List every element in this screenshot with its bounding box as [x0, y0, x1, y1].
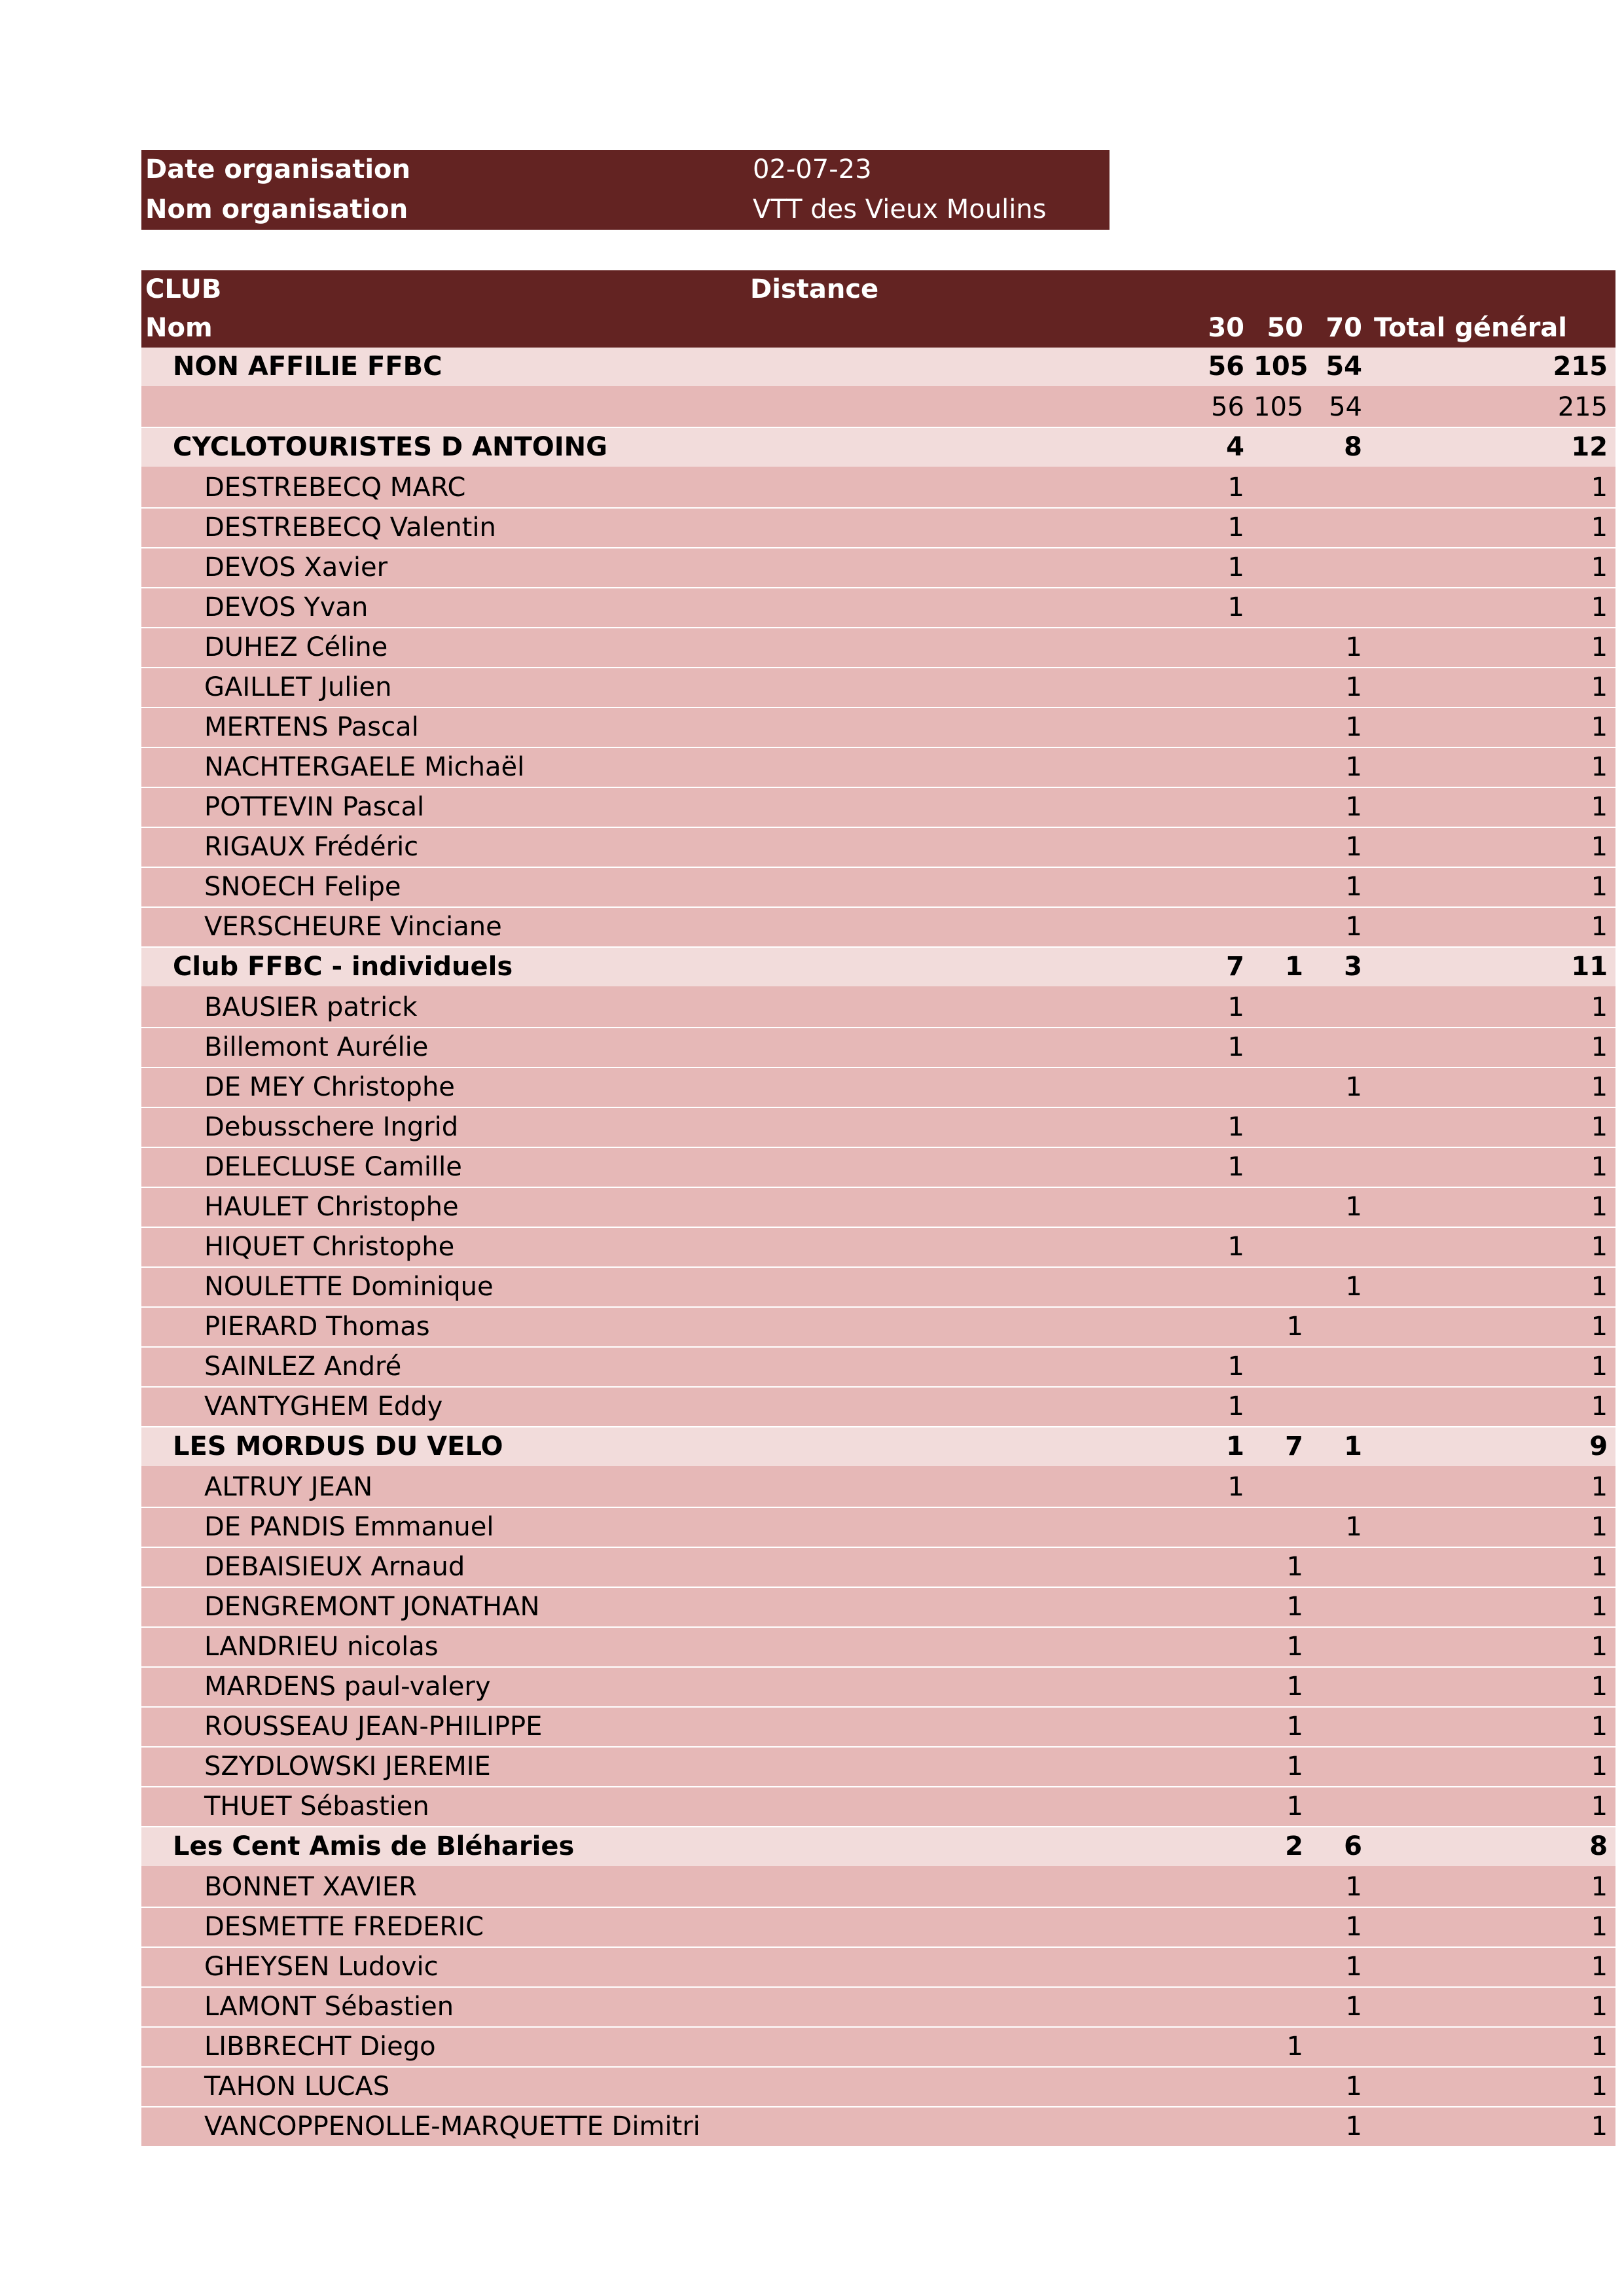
count-70	[1312, 1787, 1371, 1827]
count-50	[1254, 1107, 1312, 1147]
count-70: 1	[1312, 1947, 1371, 1987]
header-club: CLUB	[141, 270, 746, 309]
count-70: 1	[1312, 747, 1371, 787]
count-total: 1	[1371, 1907, 1615, 1947]
header-row-club	[141, 270, 1615, 309]
count-50: 1	[1254, 1787, 1312, 1827]
count-70: 1	[1312, 1987, 1371, 2027]
member-name: NOULETTE Dominique	[141, 1267, 943, 1307]
count-70	[1312, 1227, 1371, 1267]
header-distance-70: 70	[1312, 309, 1371, 348]
member-name: SZYDLOWSKI JEREMIE	[141, 1747, 943, 1787]
count-30: 1	[943, 1467, 1254, 1508]
count-50	[1254, 548, 1312, 588]
date-label: Date organisation	[141, 150, 749, 190]
count-30	[943, 1627, 1254, 1667]
member-row	[141, 508, 1615, 548]
count-50	[1254, 1907, 1312, 1947]
member-row	[141, 1067, 1615, 1107]
count-total: 1	[1371, 1627, 1615, 1667]
count-50: 1	[1254, 1547, 1312, 1587]
count-total: 1	[1371, 907, 1615, 947]
count-50: 1	[1254, 1667, 1312, 1707]
member-name: BAUSIER patrick	[141, 988, 943, 1028]
count-total: 9	[1371, 1427, 1615, 1467]
member-row	[141, 988, 1615, 1028]
member-name: DESTREBECQ MARC	[141, 468, 943, 509]
member-row	[141, 588, 1615, 628]
header-distance: Distance	[746, 270, 1615, 309]
count-30: 1	[943, 548, 1254, 588]
member-name: DEVOS Xavier	[141, 548, 943, 588]
count-50: 1	[1254, 1307, 1312, 1347]
member-name: Billemont Aurélie	[141, 1028, 943, 1067]
count-50: 2	[1254, 1827, 1312, 1867]
count-50	[1254, 787, 1312, 827]
member-row	[141, 1187, 1615, 1227]
club-name: CYCLOTOURISTES D ANTOING	[141, 427, 943, 468]
member-row	[141, 708, 1615, 747]
count-70: 1	[1312, 1267, 1371, 1307]
count-70	[1312, 1627, 1371, 1667]
member-row	[141, 548, 1615, 588]
count-30	[943, 2027, 1254, 2067]
count-50	[1254, 1867, 1312, 1908]
count-total: 1	[1371, 628, 1615, 668]
participants-pivot-table	[141, 270, 1615, 2147]
count-70: 1	[1312, 2067, 1371, 2107]
member-row	[141, 1747, 1615, 1787]
count-total: 1	[1371, 1067, 1615, 1107]
count-30	[943, 1187, 1254, 1227]
count-70	[1312, 508, 1371, 548]
member-row	[141, 867, 1615, 907]
count-50	[1254, 668, 1312, 708]
count-total: 1	[1371, 1747, 1615, 1787]
date-value: 02-07-23	[749, 150, 1110, 190]
count-50	[1254, 1187, 1312, 1227]
count-total: 1	[1371, 867, 1615, 907]
member-name: VERSCHEURE Vinciane	[141, 907, 943, 947]
member-name: POTTEVIN Pascal	[141, 787, 943, 827]
member-row	[141, 1227, 1615, 1267]
count-total: 1	[1371, 1987, 1615, 2027]
count-50	[1254, 867, 1312, 907]
count-50	[1254, 508, 1312, 548]
count-30	[943, 907, 1254, 947]
count-total: 1	[1371, 1707, 1615, 1747]
member-name: DE MEY Christophe	[141, 1067, 943, 1107]
club-name: NON AFFILIE FFBC	[141, 348, 943, 387]
member-row	[141, 1947, 1615, 1987]
count-70	[1312, 988, 1371, 1028]
member-name: LIBBRECHT Diego	[141, 2027, 943, 2067]
member-name: LANDRIEU nicolas	[141, 1627, 943, 1667]
member-name: LAMONT Sébastien	[141, 1987, 943, 2027]
count-50	[1254, 708, 1312, 747]
count-70	[1312, 1387, 1371, 1427]
member-row	[141, 1787, 1615, 1827]
count-70: 8	[1312, 427, 1371, 468]
member-name: DE PANDIS Emmanuel	[141, 1507, 943, 1547]
count-total: 1	[1371, 747, 1615, 787]
count-total: 1	[1371, 1267, 1615, 1307]
header-distance-50: 50	[1254, 309, 1312, 348]
count-total: 1	[1371, 548, 1615, 588]
member-name: DESMETTE FREDERIC	[141, 1907, 943, 1947]
member-name: DUHEZ Céline	[141, 628, 943, 668]
member-row	[141, 1387, 1615, 1427]
count-50	[1254, 1267, 1312, 1307]
count-30: 1	[943, 468, 1254, 509]
count-total: 1	[1371, 2027, 1615, 2067]
count-30: 1	[943, 1387, 1254, 1427]
count-30	[943, 2067, 1254, 2107]
count-50	[1254, 2107, 1312, 2147]
member-name: GHEYSEN Ludovic	[141, 1947, 943, 1987]
count-50	[1254, 827, 1312, 867]
count-total: 1	[1371, 1387, 1615, 1427]
count-30	[943, 1267, 1254, 1307]
count-30: 1	[943, 1347, 1254, 1387]
count-30	[943, 2107, 1254, 2147]
count-total: 1	[1371, 1028, 1615, 1067]
count-50	[1254, 747, 1312, 787]
count-50: 105	[1254, 348, 1312, 387]
club-name: Club FFBC - individuels	[141, 947, 943, 988]
count-30	[943, 1827, 1254, 1867]
count-total: 1	[1371, 1667, 1615, 1707]
count-total: 1	[1371, 588, 1615, 628]
count-30: 1	[943, 1028, 1254, 1067]
member-name: MARDENS paul-valery	[141, 1667, 943, 1707]
member-row	[141, 1587, 1615, 1627]
count-70	[1312, 1547, 1371, 1587]
member-name: DELECLUSE Camille	[141, 1147, 943, 1187]
count-30	[943, 1067, 1254, 1107]
organisation-name-value: VTT des Vieux Moulins	[749, 190, 1110, 230]
count-70: 1	[1312, 2107, 1371, 2147]
count-total: 215	[1371, 348, 1615, 387]
organisation-name-label: Nom organisation	[141, 190, 749, 230]
count-30	[943, 1547, 1254, 1587]
count-70: 54	[1312, 387, 1371, 428]
count-70: 1	[1312, 628, 1371, 668]
count-30	[943, 1707, 1254, 1747]
count-total: 215	[1371, 387, 1615, 428]
count-70: 1	[1312, 1907, 1371, 1947]
count-50: 1	[1254, 1707, 1312, 1747]
member-row	[141, 1307, 1615, 1347]
member-row	[141, 1987, 1615, 2027]
member-row	[141, 1467, 1615, 1508]
count-50	[1254, 1987, 1312, 2027]
member-name: DENGREMONT JONATHAN	[141, 1587, 943, 1627]
member-row	[141, 1028, 1615, 1067]
count-30	[943, 1787, 1254, 1827]
member-name: BONNET XAVIER	[141, 1867, 943, 1908]
count-total: 1	[1371, 1787, 1615, 1827]
count-30	[943, 747, 1254, 787]
count-30: 56	[943, 387, 1254, 428]
member-row	[141, 468, 1615, 509]
count-50: 1	[1254, 1747, 1312, 1787]
count-30	[943, 787, 1254, 827]
count-30	[943, 668, 1254, 708]
member-name: PIERARD Thomas	[141, 1307, 943, 1347]
member-row	[141, 628, 1615, 668]
count-70	[1312, 1747, 1371, 1787]
member-row	[141, 387, 1615, 428]
count-total: 1	[1371, 1227, 1615, 1267]
count-50	[1254, 988, 1312, 1028]
count-total: 11	[1371, 947, 1615, 988]
member-name: SNOECH Felipe	[141, 867, 943, 907]
count-50	[1254, 1467, 1312, 1508]
count-30	[943, 1587, 1254, 1627]
count-30: 1	[943, 1107, 1254, 1147]
count-70	[1312, 1707, 1371, 1747]
member-name: HAULET Christophe	[141, 1187, 943, 1227]
count-30: 1	[943, 508, 1254, 548]
member-row	[141, 1907, 1615, 1947]
club-row	[141, 348, 1615, 387]
member-row	[141, 787, 1615, 827]
club-name: Les Cent Amis de Bléharies	[141, 1827, 943, 1867]
count-total: 1	[1371, 1947, 1615, 1987]
club-name: LES MORDUS DU VELO	[141, 1427, 943, 1467]
count-30: 1	[943, 1147, 1254, 1187]
count-70: 1	[1312, 1187, 1371, 1227]
header-total: Total général	[1371, 309, 1615, 348]
count-50	[1254, 1347, 1312, 1387]
count-70: 6	[1312, 1827, 1371, 1867]
member-row	[141, 1107, 1615, 1147]
count-70: 1	[1312, 668, 1371, 708]
member-row	[141, 1267, 1615, 1307]
count-30	[943, 628, 1254, 668]
count-total: 1	[1371, 508, 1615, 548]
count-70: 1	[1312, 1067, 1371, 1107]
count-30	[943, 1667, 1254, 1707]
member-name: VANTYGHEM Eddy	[141, 1387, 943, 1427]
count-total: 1	[1371, 1467, 1615, 1508]
member-row	[141, 907, 1615, 947]
count-70	[1312, 1587, 1371, 1627]
count-70: 1	[1312, 867, 1371, 907]
member-name: DEBAISIEUX Arnaud	[141, 1547, 943, 1587]
count-50: 1	[1254, 1587, 1312, 1627]
count-total: 1	[1371, 1307, 1615, 1347]
count-30: 1	[943, 1227, 1254, 1267]
count-total: 1	[1371, 468, 1615, 509]
count-30	[943, 1907, 1254, 1947]
count-total: 1	[1371, 668, 1615, 708]
header-row-nom	[141, 309, 1615, 348]
count-30	[943, 1307, 1254, 1347]
count-50	[1254, 427, 1312, 468]
count-50	[1254, 468, 1312, 509]
count-50	[1254, 1947, 1312, 1987]
count-total: 12	[1371, 427, 1615, 468]
count-total: 1	[1371, 708, 1615, 747]
count-30	[943, 827, 1254, 867]
member-row	[141, 1547, 1615, 1587]
count-total: 1	[1371, 1587, 1615, 1627]
member-name: RIGAUX Frédéric	[141, 827, 943, 867]
count-30	[943, 1947, 1254, 1987]
club-row	[141, 947, 1615, 988]
count-50: 1	[1254, 1627, 1312, 1667]
count-30: 4	[943, 427, 1254, 468]
club-row	[141, 1827, 1615, 1867]
count-50	[1254, 907, 1312, 947]
count-50: 7	[1254, 1427, 1312, 1467]
count-total: 1	[1371, 1347, 1615, 1387]
count-30	[943, 1987, 1254, 2027]
count-50	[1254, 1028, 1312, 1067]
member-row	[141, 747, 1615, 787]
count-70: 54	[1312, 348, 1371, 387]
member-name: VANCOPPENOLLE-MARQUETTE Dimitri	[141, 2107, 943, 2147]
member-name: Debusschere Ingrid	[141, 1107, 943, 1147]
pivot-body	[141, 270, 1615, 2147]
count-30	[943, 708, 1254, 747]
member-name: ALTRUY JEAN	[141, 1467, 943, 1508]
count-50	[1254, 1067, 1312, 1107]
member-name: ROUSSEAU JEAN-PHILIPPE	[141, 1707, 943, 1747]
count-total: 1	[1371, 2107, 1615, 2147]
count-30	[943, 1867, 1254, 1908]
count-30	[943, 1747, 1254, 1787]
member-row	[141, 1867, 1615, 1908]
member-row	[141, 668, 1615, 708]
count-70: 1	[1312, 827, 1371, 867]
count-70: 1	[1312, 708, 1371, 747]
organisation-info-table	[141, 150, 1110, 230]
member-name: GAILLET Julien	[141, 668, 943, 708]
count-50	[1254, 1387, 1312, 1427]
count-70	[1312, 1307, 1371, 1347]
count-70: 1	[1312, 907, 1371, 947]
count-30	[943, 867, 1254, 907]
count-50	[1254, 1147, 1312, 1187]
count-total: 1	[1371, 1867, 1615, 1908]
count-total: 1	[1371, 1507, 1615, 1547]
member-name: HIQUET Christophe	[141, 1227, 943, 1267]
member-row	[141, 827, 1615, 867]
member-row	[141, 1707, 1615, 1747]
count-70	[1312, 1107, 1371, 1147]
count-50: 1	[1254, 947, 1312, 988]
count-70	[1312, 548, 1371, 588]
count-30: 56	[943, 348, 1254, 387]
count-50	[1254, 1507, 1312, 1547]
organisation-name-row	[141, 190, 1110, 230]
count-total: 8	[1371, 1827, 1615, 1867]
count-50	[1254, 2067, 1312, 2107]
count-30	[943, 1507, 1254, 1547]
count-70	[1312, 1147, 1371, 1187]
count-total: 1	[1371, 1187, 1615, 1227]
count-50	[1254, 588, 1312, 628]
header-nom: Nom	[141, 309, 943, 348]
count-70: 1	[1312, 1427, 1371, 1467]
member-row	[141, 2067, 1615, 2107]
member-row	[141, 1347, 1615, 1387]
count-70: 1	[1312, 787, 1371, 827]
count-70	[1312, 1347, 1371, 1387]
date-row	[141, 150, 1110, 190]
member-row	[141, 1667, 1615, 1707]
count-70	[1312, 468, 1371, 509]
count-70	[1312, 588, 1371, 628]
count-30: 1	[943, 988, 1254, 1028]
club-row	[141, 427, 1615, 468]
count-30: 7	[943, 947, 1254, 988]
header-distance-30: 30	[943, 309, 1254, 348]
member-row	[141, 1507, 1615, 1547]
count-total: 1	[1371, 827, 1615, 867]
member-name: DEVOS Yvan	[141, 588, 943, 628]
count-total: 1	[1371, 1547, 1615, 1587]
member-row	[141, 2027, 1615, 2067]
count-50	[1254, 628, 1312, 668]
member-row	[141, 1147, 1615, 1187]
member-row	[141, 1627, 1615, 1667]
member-name: SAINLEZ André	[141, 1347, 943, 1387]
count-total: 1	[1371, 2067, 1615, 2107]
count-total: 1	[1371, 988, 1615, 1028]
count-50: 105	[1254, 387, 1312, 428]
count-total: 1	[1371, 1147, 1615, 1187]
count-50: 1	[1254, 2027, 1312, 2067]
member-name: THUET Sébastien	[141, 1787, 943, 1827]
count-30: 1	[943, 588, 1254, 628]
member-name	[141, 387, 943, 428]
count-50	[1254, 1227, 1312, 1267]
count-70: 3	[1312, 947, 1371, 988]
count-70: 1	[1312, 1867, 1371, 1908]
count-70: 1	[1312, 1507, 1371, 1547]
member-name: TAHON LUCAS	[141, 2067, 943, 2107]
count-70	[1312, 2027, 1371, 2067]
member-name: DESTREBECQ Valentin	[141, 508, 943, 548]
count-total: 1	[1371, 787, 1615, 827]
count-70	[1312, 1667, 1371, 1707]
count-30: 1	[943, 1427, 1254, 1467]
club-row	[141, 1427, 1615, 1467]
member-name: MERTENS Pascal	[141, 708, 943, 747]
count-total: 1	[1371, 1107, 1615, 1147]
count-70	[1312, 1028, 1371, 1067]
count-70	[1312, 1467, 1371, 1508]
member-name: NACHTERGAELE Michaël	[141, 747, 943, 787]
member-row	[141, 2107, 1615, 2147]
